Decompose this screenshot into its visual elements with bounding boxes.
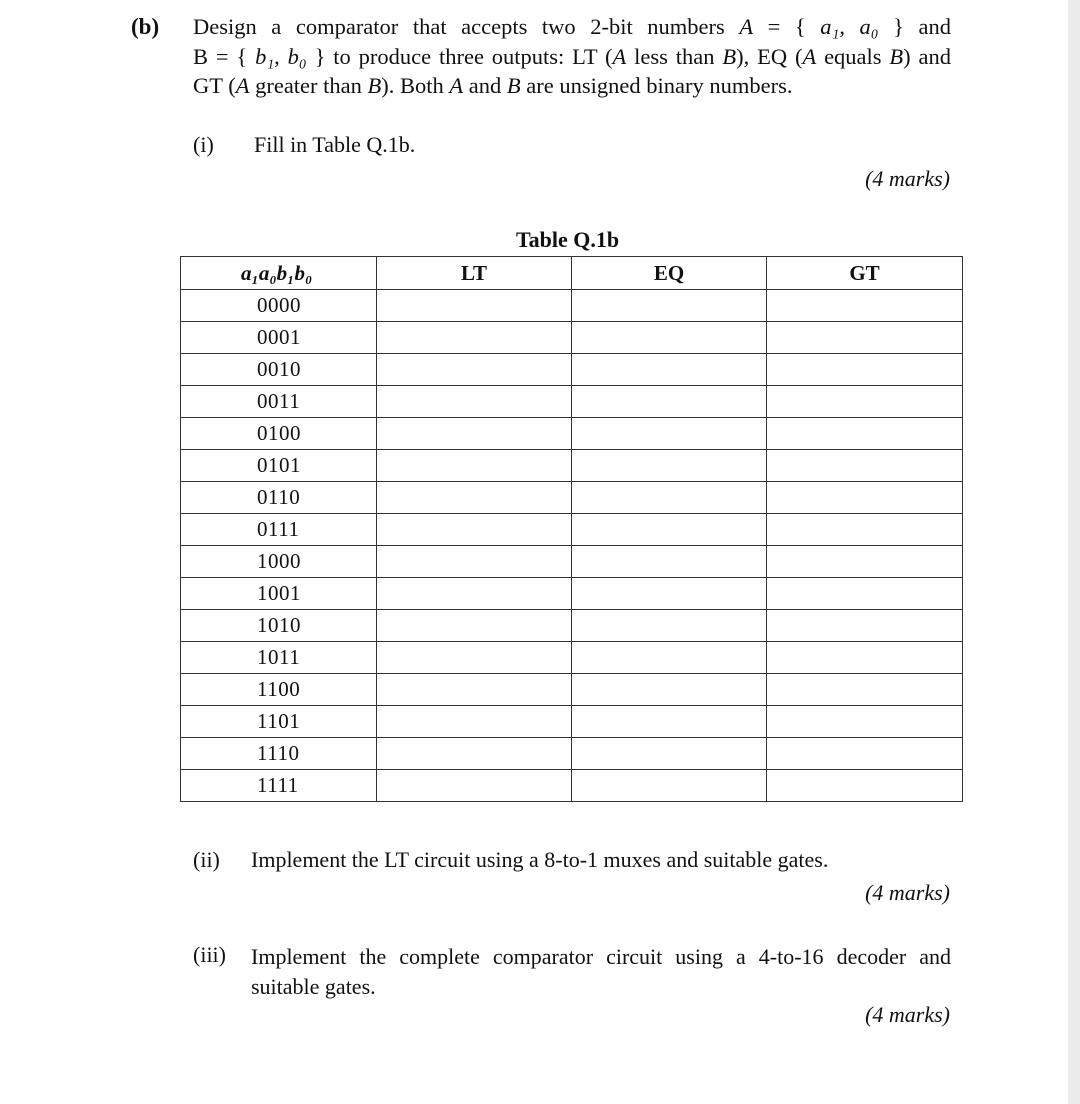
part-i-text: Fill in Table Q.1b.: [254, 132, 416, 157]
lt-answer-cell[interactable]: [377, 290, 572, 322]
paragraph-line-1: Design a comparator that accepts two 2-bit numbers A = { a₁, a₀ } and: [193, 14, 951, 39]
input-combination-cell: 0110: [181, 482, 377, 514]
header-gt: GT: [767, 257, 963, 290]
part-i-number: (i): [193, 132, 214, 157]
gt-answer-cell[interactable]: [767, 674, 963, 706]
question-label: (b): [131, 14, 160, 39]
part-i-marks: (4 marks): [865, 166, 950, 191]
lt-answer-cell[interactable]: [377, 610, 572, 642]
table-row: [181, 578, 963, 610]
gt-answer-cell[interactable]: [767, 482, 963, 514]
input-combination-cell: 1010: [181, 610, 377, 642]
input-combination-cell: 1000: [181, 546, 377, 578]
lt-answer-cell[interactable]: [377, 738, 572, 770]
input-combination-cell: 1111: [181, 770, 377, 802]
eq-answer-cell[interactable]: [572, 514, 767, 546]
part-ii-text: Implement the LT circuit using a 8-to-1 muxes and suitable gates.: [251, 847, 829, 872]
gt-answer-cell[interactable]: [767, 386, 963, 418]
gt-answer-cell[interactable]: [767, 578, 963, 610]
eq-answer-cell[interactable]: [572, 290, 767, 322]
truth-table: [180, 256, 963, 802]
input-combination-cell: 0100: [181, 418, 377, 450]
eq-answer-cell[interactable]: [572, 578, 767, 610]
table-row: [181, 770, 963, 802]
gt-answer-cell[interactable]: [767, 546, 963, 578]
eq-answer-cell[interactable]: [572, 450, 767, 482]
gt-answer-cell[interactable]: [767, 450, 963, 482]
lt-answer-cell[interactable]: [377, 578, 572, 610]
table-body: [181, 290, 963, 802]
lt-answer-cell[interactable]: [377, 322, 572, 354]
table-row: [181, 706, 963, 738]
eq-answer-cell[interactable]: [572, 546, 767, 578]
table-row: [181, 482, 963, 514]
gt-answer-cell[interactable]: [767, 514, 963, 546]
gt-answer-cell[interactable]: [767, 418, 963, 450]
table-row: [181, 642, 963, 674]
input-combination-cell: 0101: [181, 450, 377, 482]
part-iii-text: [251, 942, 951, 1001]
gt-answer-cell[interactable]: [767, 322, 963, 354]
header-eq: EQ: [572, 257, 767, 290]
lt-answer-cell[interactable]: [377, 706, 572, 738]
input-combination-cell: 0000: [181, 290, 377, 322]
table-row: [181, 290, 963, 322]
question-paragraph: [193, 12, 951, 101]
eq-answer-cell[interactable]: [572, 738, 767, 770]
table-row: [181, 354, 963, 386]
gt-answer-cell[interactable]: [767, 770, 963, 802]
part-ii-number: (ii): [193, 847, 220, 872]
input-combination-cell: 0001: [181, 322, 377, 354]
lt-answer-cell[interactable]: [377, 674, 572, 706]
lt-answer-cell[interactable]: [377, 386, 572, 418]
lt-answer-cell[interactable]: [377, 770, 572, 802]
gt-answer-cell[interactable]: [767, 706, 963, 738]
eq-answer-cell[interactable]: [572, 706, 767, 738]
table-row: [181, 514, 963, 546]
eq-answer-cell[interactable]: [572, 418, 767, 450]
table-header-row: [181, 257, 963, 290]
table-row: [181, 322, 963, 354]
header-lt: LT: [377, 257, 572, 290]
eq-answer-cell[interactable]: [572, 322, 767, 354]
gt-answer-cell[interactable]: [767, 610, 963, 642]
input-combination-cell: 1101: [181, 706, 377, 738]
part-iii-line-1: Implement the complete comparator circuit using a 4-to-16 decoder and: [251, 944, 951, 969]
table-title: Table Q.1b: [516, 227, 620, 252]
input-combination-cell: 1100: [181, 674, 377, 706]
gt-answer-cell[interactable]: [767, 354, 963, 386]
input-combination-cell: 1110: [181, 738, 377, 770]
table-row: [181, 450, 963, 482]
eq-answer-cell[interactable]: [572, 674, 767, 706]
table-row: [181, 418, 963, 450]
table-row: [181, 674, 963, 706]
lt-answer-cell[interactable]: [377, 514, 572, 546]
input-combination-cell: 1001: [181, 578, 377, 610]
part-iii-line-2: suitable gates.: [251, 973, 376, 999]
part-iii-marks: (4 marks): [865, 1002, 950, 1027]
lt-answer-cell[interactable]: [377, 546, 572, 578]
paragraph-line-3: GT (A greater than B). Both A and B are unsigned binary numbers.: [193, 73, 793, 98]
input-combination-cell: 1011: [181, 642, 377, 674]
table-row: [181, 546, 963, 578]
scrollbar-track[interactable]: [1068, 0, 1080, 1104]
part-iii-number: (iii): [193, 942, 226, 967]
eq-answer-cell[interactable]: [572, 354, 767, 386]
lt-answer-cell[interactable]: [377, 354, 572, 386]
table-row: [181, 386, 963, 418]
eq-answer-cell[interactable]: [572, 482, 767, 514]
input-combination-cell: 0010: [181, 354, 377, 386]
eq-answer-cell[interactable]: [572, 610, 767, 642]
lt-answer-cell[interactable]: [377, 450, 572, 482]
lt-answer-cell[interactable]: [377, 482, 572, 514]
gt-answer-cell[interactable]: [767, 738, 963, 770]
eq-answer-cell[interactable]: [572, 770, 767, 802]
table-row: [181, 610, 963, 642]
eq-answer-cell[interactable]: [572, 386, 767, 418]
lt-answer-cell[interactable]: [377, 418, 572, 450]
input-combination-cell: 0011: [181, 386, 377, 418]
gt-answer-cell[interactable]: [767, 290, 963, 322]
table-row: [181, 738, 963, 770]
part-ii-marks: (4 marks): [865, 880, 950, 905]
input-combination-cell: 0111: [181, 514, 377, 546]
eq-answer-cell[interactable]: [572, 642, 767, 674]
paragraph-line-2: B = { b₁, b₀ } to produce three outputs: LT (A less than B), EQ (A equals B) and: [193, 43, 952, 69]
gt-answer-cell[interactable]: [767, 642, 963, 674]
header-inputs: a₁a₀b₁b₀: [181, 257, 377, 290]
lt-answer-cell[interactable]: [377, 642, 572, 674]
